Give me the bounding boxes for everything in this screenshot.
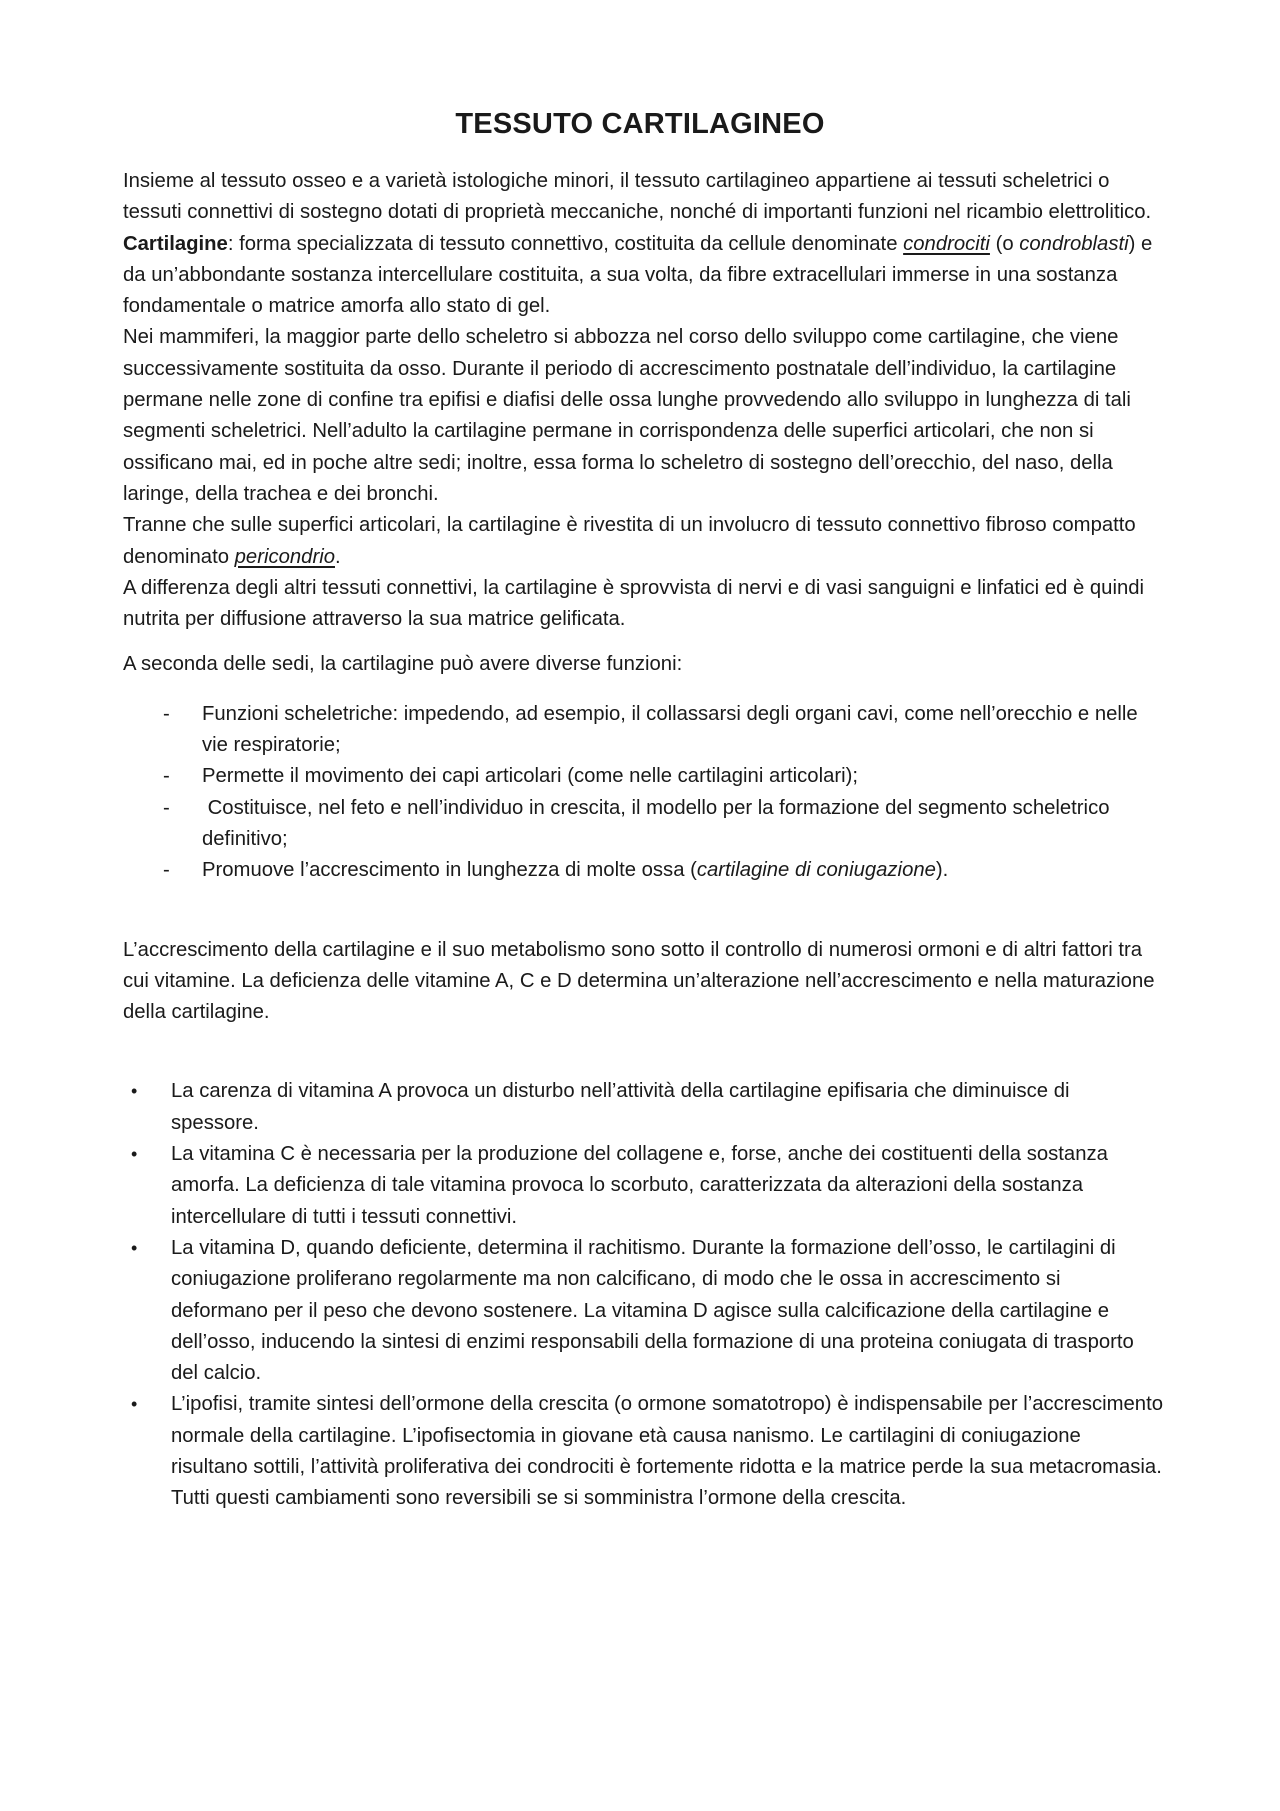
list-item: • L’ipofisi, tramite sintesi dell’ormone della crescita (o ormone somatotropo) è indispensabile per l’accrescimento normale della cartilagine. L’ipofisectomia in giovane età causa nanismo. Le cartilagini di coniugazione risultano sottili, l’attività proliferativa dei condrociti è fortemente ridotta e la matrice perde la sua metacromasia. Tutti questi cambiamenti sono reversibili se si somministra l’ormone della crescita. — [123, 1389, 1163, 1514]
term-pericondrio: pericondrio — [234, 545, 335, 568]
page-title: TESSUTO CARTILAGINEO — [455, 108, 825, 140]
bullet-icon: • — [131, 1081, 138, 1102]
list-item: - Costituisce, nel feto e nell’individuo in crescita, il modello per la formazione del segmento scheletrico definitivo; — [123, 793, 1163, 856]
bullet-icon: • — [131, 1144, 138, 1165]
list-item: - Promuove l’accrescimento in lunghezza di molte ossa (cartilagine di coniugazione). — [123, 855, 1163, 886]
term-condroblasti: condroblasti — [1019, 232, 1129, 255]
dash-bullet: - — [163, 796, 170, 819]
bullet-icon: • — [131, 1237, 138, 1258]
paragraph-functions-intro: A seconda delle sedi, la cartilagine può avere diverse funzioni: — [123, 653, 683, 676]
paragraph-intro: Insieme al tessuto osseo e a varietà istologiche minori, il tessuto cartilagineo appartiene ai tessuti scheletrici o tessuti connettivi di sostegno dotati di proprietà meccaniche, nonché di importanti funzioni nel ricambio elettrolitico. — [123, 170, 1152, 224]
dash-bullet: - — [163, 702, 170, 725]
list-item: - Funzioni scheletriche: impedendo, ad esempio, il collassarsi degli organi cavi, come nell’orecchio e nelle vie respiratorie; — [123, 699, 1163, 762]
vitamins-list — [123, 1076, 1163, 1514]
list-item: • La vitamina D, quando deficiente, determina il rachitismo. Durante la formazione dell’osso, le cartilagini di coniugazione proliferano regolarmente ma non calcificano, di modo che le ossa in accrescimento si deformano per il peso che devono sostenere. La vitamina D agisce sulla calcificazione della cartilagine e dell’osso, inducendo la sintesi di enzimi responsabili della formazione di una proteina coniugata di trasporto del calcio. — [123, 1233, 1163, 1389]
paragraph-nutrition: A differenza degli altri tessuti connettivi, la cartilagine è sprovvista di nervi e di vasi sanguigni e linfatici ed è quindi nutrita per diffusione attraverso la sua matrice gelificata. — [123, 576, 1145, 631]
list-item: - Permette il movimento dei capi articolari (come nelle cartilagini articolari); — [123, 761, 1163, 792]
paragraph-pericondrio: Tranne che sulle superfici articolari, la cartilagine è rivestita di un involucro di tessuto connettivo fibroso compatto denominato pericondrio. — [123, 514, 1136, 568]
document-body — [123, 166, 1163, 1515]
term-condrociti: condrociti — [903, 232, 990, 255]
paragraph-definition: Cartilagine: forma specializzata di tessuto connettivo, costituita da cellule denominate condrociti (o condroblasti) e da un’abbondante sostanza intercellulare costituita, a sua volta, da fibre extracellulari immerse in una sostanza fondamentale o matrice amorfa allo stato di gel. — [123, 232, 1153, 318]
paragraph-growth-control: L’accrescimento della cartilagine e il suo metabolismo sono sotto il controllo di numerosi ormoni e di altri fattori tra cui vitamine. La deficienza delle vitamine A, C e D determina un’alterazione nell’accrescimento e nella maturazione della cartilagine. — [123, 938, 1155, 1024]
list-item: • La carenza di vitamina A provoca un disturbo nell’attività della cartilagine epifisaria che diminuisce di spessore. — [123, 1076, 1163, 1139]
paragraph-development: Nei mammiferi, la maggior parte dello scheletro si abbozza nel corso dello sviluppo come cartilagine, che viene successivamente sostituita da osso. Durante il periodo di accrescimento postnatale dell’individuo, la cartilagine permane nelle zone di confine tra epifisi e diafisi delle ossa lunghe provvedendo allo sviluppo in lunghezza di tali segmenti scheletrici. Nell’adulto la cartilagine permane in corrispondenza delle superfici articolari, che non si ossificano mai, ed in poche altre sedi; inoltre, essa forma lo scheletro di sostegno dell’orecchio, del naso, della laringe, della trachea e dei bronchi. — [123, 326, 1131, 505]
dash-bullet: - — [163, 765, 170, 788]
bullet-icon: • — [131, 1394, 138, 1415]
list-item: • La vitamina C è necessaria per la produzione del collagene e, forse, anche dei costituenti della sostanza amorfa. La deficienza di tale vitamina provoca lo scorbuto, caratterizzata da alterazioni della sostanza intercellulare di tutti i tessuti connettivi. — [123, 1139, 1163, 1233]
dash-bullet: - — [163, 859, 170, 882]
functions-list — [123, 699, 1163, 887]
term-cartilagine: Cartilagine — [123, 232, 228, 255]
term-cartilagine-coniugazione: cartilagine di coniugazione — [696, 859, 936, 882]
